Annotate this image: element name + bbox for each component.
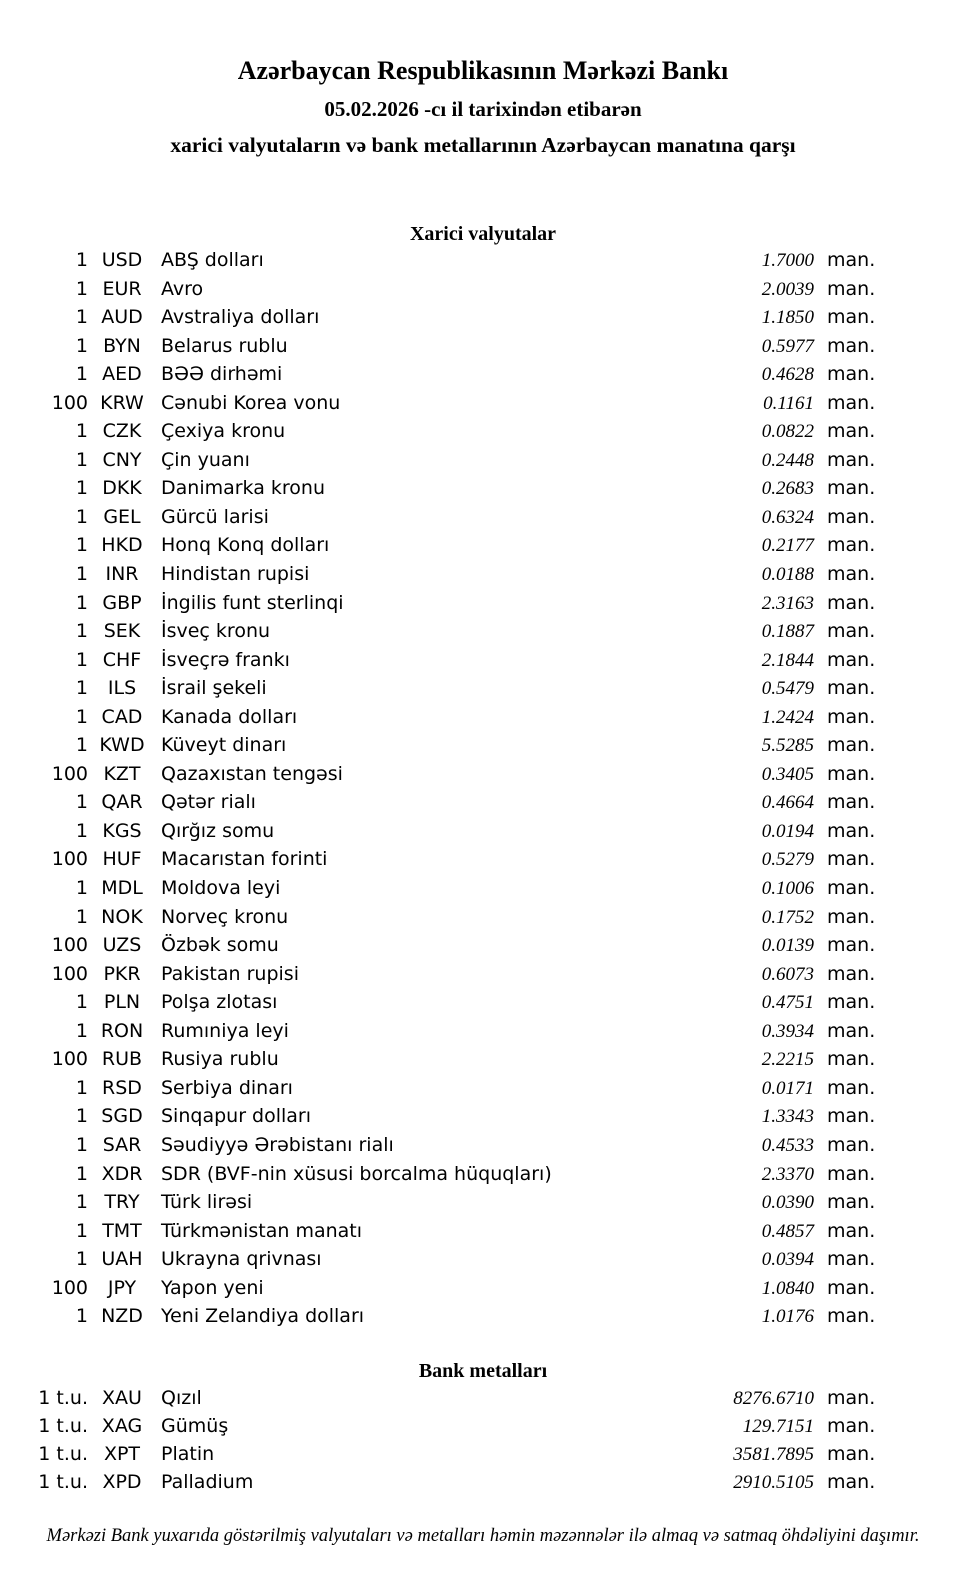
table-row: [0, 706, 966, 735]
row-unit-label: man.: [827, 1019, 876, 1042]
row-currency-name: Hindistan rupisi: [161, 563, 310, 586]
row-quantity: 100: [51, 1276, 88, 1299]
row-unit-label: man.: [827, 306, 876, 329]
row-rate-value: 0.6324: [761, 506, 814, 528]
row-currency-name: Platin: [161, 1443, 215, 1465]
row-rate-value: 0.4857: [761, 1220, 814, 1242]
table-row: [0, 734, 966, 763]
row-rate-value: 3581.7895: [733, 1444, 814, 1465]
table-row: [0, 649, 966, 678]
row-rate-value: 2.3163: [761, 592, 814, 614]
table-row: [0, 934, 966, 963]
row-currency-code: RUB: [101, 1048, 143, 1071]
row-quantity: 1: [75, 448, 88, 471]
row-currency-name: Özbək somu: [161, 934, 279, 957]
row-rate-value: 0.5279: [761, 849, 814, 871]
table-row: [0, 1305, 966, 1334]
row-rate-value: 0.0194: [761, 820, 814, 842]
row-unit-label: man.: [827, 591, 876, 614]
row-currency-code: ILS: [107, 677, 137, 700]
table-row: [0, 620, 966, 649]
row-currency-code: AED: [102, 363, 142, 386]
table-row: [0, 1048, 966, 1077]
row-rate-value: 0.1752: [761, 906, 814, 928]
row-currency-code: PKR: [103, 962, 141, 985]
row-currency-code: BYN: [103, 334, 141, 357]
row-rate-value: 0.1161: [763, 392, 814, 414]
table-row: [0, 1191, 966, 1220]
row-currency-name: Qətər rialı: [161, 791, 256, 814]
table-row: [0, 563, 966, 592]
row-currency-name: Avstraliya dolları: [161, 306, 320, 329]
row-rate-value: 8276.6710: [733, 1388, 814, 1409]
table-row: [0, 1163, 966, 1192]
page-title: Azərbaycan Respublikasının Mərkəzi Bankı: [237, 56, 729, 85]
metals-section-heading: Bank metalları: [418, 1360, 548, 1382]
table-row: [0, 278, 966, 307]
row-unit-label: man.: [827, 1048, 876, 1071]
row-rate-value: 0.4628: [761, 364, 814, 386]
row-rate-value: 0.5479: [761, 678, 814, 700]
row-unit-label: man.: [827, 505, 876, 528]
row-currency-name: Kanada dolları: [161, 705, 298, 728]
row-currency-code: HKD: [101, 534, 143, 557]
table-row: [0, 1443, 966, 1471]
table-row: [0, 1020, 966, 1049]
row-quantity: 100: [51, 391, 88, 414]
row-unit-label: man.: [827, 1191, 876, 1214]
table-row: [0, 791, 966, 820]
row-rate-value: 2.2215: [761, 1049, 814, 1071]
row-currency-name: Polşa zlotası: [161, 991, 278, 1014]
row-unit-label: man.: [827, 677, 876, 700]
row-rate-value: 0.4751: [761, 992, 814, 1014]
currency-table: [0, 249, 966, 1334]
table-row: [0, 906, 966, 935]
table-row: [0, 506, 966, 535]
row-rate-value: 0.0390: [761, 1192, 814, 1214]
row-currency-name: Türk lirəsi: [161, 1191, 253, 1214]
row-currency-name: Pakistan rupisi: [161, 962, 299, 985]
row-unit-label: man.: [827, 420, 876, 443]
row-rate-value: 1.0176: [761, 1306, 814, 1328]
row-unit-label: man.: [827, 1076, 876, 1099]
table-row: [0, 1387, 966, 1415]
row-quantity: 1 t.u.: [38, 1387, 88, 1409]
row-currency-code: XDR: [101, 1162, 143, 1185]
row-rate-value: 1.2424: [761, 706, 814, 728]
row-quantity: 1: [75, 734, 88, 757]
row-currency-code: XPT: [103, 1443, 141, 1465]
row-quantity: 1: [75, 905, 88, 928]
row-currency-name: Moldova leyi: [161, 877, 281, 900]
row-currency-code: KRW: [100, 391, 144, 414]
currencies-section-heading: Xarici valyutalar: [409, 223, 557, 245]
table-row: [0, 420, 966, 449]
row-currency-code: SAR: [102, 1133, 142, 1156]
row-currency-code: EUR: [102, 277, 142, 300]
row-rate-value: 0.4664: [761, 792, 814, 814]
row-currency-code: USD: [101, 249, 143, 271]
row-currency-name: Yeni Zelandiya dolları: [161, 1305, 365, 1328]
row-unit-label: man.: [827, 620, 876, 643]
row-rate-value: 0.3405: [761, 763, 814, 785]
table-row: [0, 534, 966, 563]
row-currency-code: KZT: [103, 762, 141, 785]
row-currency-code: SGD: [101, 1105, 143, 1128]
row-quantity: 1: [75, 791, 88, 814]
row-quantity: 1: [75, 620, 88, 643]
table-row: [0, 877, 966, 906]
row-currency-code: DKK: [102, 477, 142, 500]
row-currency-name: Səudiyyə Ərəbistanı rialı: [161, 1133, 394, 1156]
row-currency-code: RON: [100, 1019, 144, 1042]
row-currency-name: İsveçrə frankı: [161, 648, 290, 671]
row-rate-value: 1.3343: [761, 1106, 814, 1128]
row-currency-code: UAH: [101, 1248, 143, 1271]
row-unit-label: man.: [827, 762, 876, 785]
row-currency-name: ABŞ dolları: [161, 249, 264, 271]
row-quantity: 1: [75, 563, 88, 586]
row-quantity: 100: [51, 962, 88, 985]
row-unit-label: man.: [827, 1471, 876, 1493]
row-currency-name: Qazaxıstan tengəsi: [161, 762, 343, 785]
row-quantity: 1: [75, 991, 88, 1014]
row-currency-name: İsrail şekeli: [161, 677, 267, 700]
row-currency-name: Cənubi Korea vonu: [161, 391, 341, 414]
row-rate-value: 0.0139: [761, 935, 814, 957]
row-currency-name: Sinqapur dolları: [161, 1105, 312, 1128]
row-currency-code: PLN: [103, 991, 141, 1014]
row-currency-code: UZS: [102, 934, 142, 957]
row-quantity: 1: [75, 420, 88, 443]
row-currency-name: Avro: [161, 277, 204, 300]
row-currency-name: Palladium: [161, 1471, 254, 1493]
row-unit-label: man.: [827, 334, 876, 357]
row-currency-code: XAG: [101, 1415, 143, 1437]
row-quantity: 1: [75, 334, 88, 357]
row-currency-code: GBP: [102, 591, 142, 614]
row-unit-label: man.: [827, 705, 876, 728]
row-currency-name: Macarıstan forinti: [161, 848, 328, 871]
row-currency-name: Türkmənistan manatı: [161, 1219, 363, 1242]
row-quantity: 1: [75, 477, 88, 500]
row-quantity: 1: [75, 705, 88, 728]
row-currency-name: Belarus rublu: [161, 334, 288, 357]
table-row: [0, 249, 966, 278]
table-row: [0, 677, 966, 706]
row-rate-value: 0.4533: [761, 1134, 814, 1156]
row-currency-name: Serbiya dinarı: [161, 1076, 293, 1099]
row-unit-label: man.: [827, 1443, 876, 1465]
row-quantity: 1: [75, 1162, 88, 1185]
table-row: [0, 963, 966, 992]
row-quantity: 1: [75, 249, 88, 271]
row-currency-code: CZK: [102, 420, 142, 443]
row-quantity: 100: [51, 848, 88, 871]
row-quantity: 1: [75, 591, 88, 614]
row-currency-code: RSD: [102, 1076, 142, 1099]
row-currency-name: SDR (BVF-nin xüsusi borcalma hüquqları): [161, 1162, 552, 1185]
table-row: [0, 991, 966, 1020]
row-currency-name: Honq Konq dolları: [161, 534, 330, 557]
table-row: [0, 392, 966, 421]
row-unit-label: man.: [827, 905, 876, 928]
row-quantity: 1: [75, 1191, 88, 1214]
row-currency-code: KWD: [99, 734, 145, 757]
row-currency-code: JPY: [107, 1276, 137, 1299]
row-unit-label: man.: [827, 1415, 876, 1437]
row-currency-name: Danimarka kronu: [161, 477, 326, 500]
row-unit-label: man.: [827, 1248, 876, 1271]
row-currency-name: BƏƏ dirhəmi: [161, 363, 283, 386]
table-row: [0, 1105, 966, 1134]
table-row: [0, 592, 966, 621]
row-rate-value: 0.2683: [761, 478, 814, 500]
row-unit-label: man.: [827, 934, 876, 957]
row-rate-value: 0.0822: [761, 421, 814, 443]
row-quantity: 100: [51, 934, 88, 957]
effective-date-line: 05.02.2026 -cı il tarixindən etibarən: [324, 97, 642, 121]
row-currency-code: CAD: [101, 705, 143, 728]
table-row: [0, 1471, 966, 1499]
row-unit-label: man.: [827, 477, 876, 500]
row-quantity: 1: [75, 363, 88, 386]
row-quantity: 1 t.u.: [38, 1471, 88, 1493]
row-unit-label: man.: [827, 363, 876, 386]
row-rate-value: 1.7000: [761, 250, 814, 271]
row-rate-value: 2.0039: [761, 278, 814, 300]
metals-table: [0, 1387, 966, 1499]
row-rate-value: 0.0394: [761, 1249, 814, 1271]
row-currency-name: Qızıl: [161, 1387, 202, 1409]
table-row: [0, 820, 966, 849]
row-unit-label: man.: [827, 991, 876, 1014]
row-unit-label: man.: [827, 534, 876, 557]
row-rate-value: 2.3370: [761, 1163, 814, 1185]
row-currency-code: TMT: [102, 1219, 142, 1242]
row-rate-value: 0.3934: [761, 1020, 814, 1042]
row-currency-name: Yapon yeni: [161, 1276, 264, 1299]
row-currency-code: CHF: [102, 648, 142, 671]
row-currency-name: Qırğız somu: [161, 819, 275, 842]
row-quantity: 100: [51, 1048, 88, 1071]
row-currency-code: HUF: [102, 848, 142, 871]
row-quantity: 1: [75, 1219, 88, 1242]
table-row: [0, 477, 966, 506]
row-currency-name: Gümüş: [161, 1415, 229, 1437]
row-quantity: 1: [75, 1248, 88, 1271]
row-currency-name: Gürcü larisi: [161, 505, 269, 528]
page-subtitle: xarici valyutaların və bank metallarının Azərbaycan manatına qarşı: [170, 133, 796, 157]
row-rate-value: 0.1006: [761, 878, 814, 900]
row-unit-label: man.: [827, 563, 876, 586]
row-rate-value: 0.2177: [761, 535, 814, 557]
row-unit-label: man.: [827, 734, 876, 757]
row-rate-value: 1.1850: [761, 307, 814, 329]
row-unit-label: man.: [827, 1305, 876, 1328]
row-quantity: 1 t.u.: [38, 1415, 88, 1437]
row-quantity: 1 t.u.: [38, 1443, 88, 1465]
row-unit-label: man.: [827, 1387, 876, 1409]
row-unit-label: man.: [827, 1219, 876, 1242]
table-row: [0, 306, 966, 335]
table-row: [0, 1248, 966, 1277]
row-currency-code: TRY: [104, 1191, 140, 1214]
row-unit-label: man.: [827, 1133, 876, 1156]
row-rate-value: 0.0171: [761, 1077, 814, 1099]
row-currency-code: SEK: [103, 620, 141, 643]
row-rate-value: 0.6073: [761, 963, 814, 985]
row-currency-name: Rusiya rublu: [161, 1048, 279, 1071]
row-currency-code: CNY: [102, 448, 142, 471]
row-unit-label: man.: [827, 1276, 876, 1299]
row-currency-code: NZD: [101, 1305, 143, 1328]
row-quantity: 1: [75, 306, 88, 329]
row-unit-label: man.: [827, 249, 876, 271]
row-currency-name: Küveyt dinarı: [161, 734, 287, 757]
row-unit-label: man.: [827, 962, 876, 985]
row-currency-code: MDL: [101, 877, 143, 900]
row-rate-value: 0.5977: [761, 335, 814, 357]
row-currency-name: Çexiya kronu: [161, 420, 286, 443]
row-currency-code: AUD: [101, 306, 143, 329]
row-quantity: 1: [75, 877, 88, 900]
row-currency-code: QAR: [101, 791, 143, 814]
row-rate-value: 0.1887: [761, 621, 814, 643]
row-quantity: 1: [75, 1133, 88, 1156]
row-unit-label: man.: [827, 848, 876, 871]
table-row: [0, 763, 966, 792]
table-row: [0, 335, 966, 364]
table-row: [0, 1277, 966, 1306]
row-unit-label: man.: [827, 1105, 876, 1128]
row-quantity: 1: [75, 1019, 88, 1042]
table-row: [0, 848, 966, 877]
row-currency-code: KGS: [102, 819, 142, 842]
row-unit-label: man.: [827, 277, 876, 300]
row-currency-code: XPD: [102, 1471, 142, 1493]
table-row: [0, 363, 966, 392]
row-rate-value: 5.5285: [761, 735, 814, 757]
row-currency-code: NOK: [101, 905, 143, 928]
table-row: [0, 1220, 966, 1249]
row-rate-value: 0.0188: [761, 564, 814, 586]
row-currency-code: XAU: [102, 1387, 142, 1409]
row-quantity: 1: [75, 1105, 88, 1128]
row-rate-value: 1.0840: [761, 1277, 814, 1299]
row-quantity: 1: [75, 1076, 88, 1099]
row-quantity: 1: [75, 1305, 88, 1328]
row-quantity: 1: [75, 677, 88, 700]
row-currency-code: INR: [105, 563, 139, 586]
row-unit-label: man.: [827, 877, 876, 900]
row-quantity: 1: [75, 505, 88, 528]
row-quantity: 100: [51, 762, 88, 785]
row-quantity: 1: [75, 819, 88, 842]
disclaimer-text: Mərkəzi Bank yuxarıda göstərilmiş valyutaları və metalları həmin məzənnələr ilə almaq və satmaq öhdəliyini daşımır.: [46, 1526, 920, 1546]
row-rate-value: 0.2448: [761, 449, 814, 471]
table-row: [0, 1134, 966, 1163]
row-currency-name: Norveç kronu: [161, 905, 289, 928]
row-quantity: 1: [75, 534, 88, 557]
row-quantity: 1: [75, 277, 88, 300]
table-row: [0, 1415, 966, 1443]
row-currency-name: Rumıniya leyi: [161, 1019, 289, 1042]
row-unit-label: man.: [827, 391, 876, 414]
row-currency-name: Ukrayna qrivnası: [161, 1248, 322, 1271]
row-rate-value: 129.7151: [742, 1416, 814, 1437]
row-unit-label: man.: [827, 819, 876, 842]
table-row: [0, 449, 966, 478]
row-quantity: 1: [75, 648, 88, 671]
row-currency-code: GEL: [103, 505, 141, 528]
row-rate-value: 2910.5105: [733, 1472, 814, 1493]
row-currency-name: Çin yuanı: [161, 448, 250, 471]
row-currency-name: İsveç kronu: [161, 620, 271, 643]
row-rate-value: 2.1844: [761, 649, 814, 671]
row-unit-label: man.: [827, 1162, 876, 1185]
row-unit-label: man.: [827, 648, 876, 671]
row-unit-label: man.: [827, 448, 876, 471]
table-row: [0, 1077, 966, 1106]
row-currency-name: İngilis funt sterlinqi: [161, 591, 344, 614]
row-unit-label: man.: [827, 791, 876, 814]
